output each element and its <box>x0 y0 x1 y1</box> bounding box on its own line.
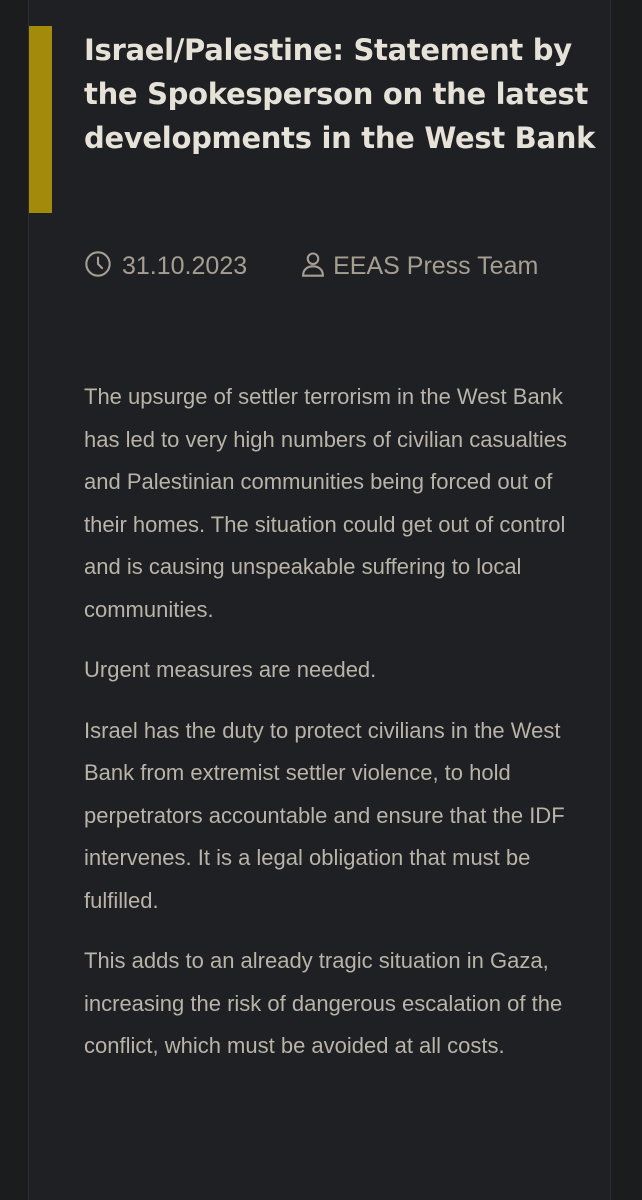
article-author[interactable]: EEAS Press Team <box>333 252 539 280</box>
article-paragraph: This adds to an already tragic situation in Gaza, increasing the risk of dangerous escalation of the conflict, which must be avoided at all costs. <box>84 948 563 1058</box>
date-group <box>84 252 247 280</box>
user-icon <box>299 250 327 278</box>
article-paragraph: The upsurge of settler terrorism in the West Bank has led to very high numbers of civilian casualties and Palestinian communities being forced out of their homes. The situation could get out of control and is causing unspeakable suffering to local communities. <box>84 384 568 622</box>
article-body <box>84 376 574 1086</box>
article-paragraph: Urgent measures are needed. <box>84 657 377 682</box>
article-title: Israel/Palestine: Statement by the Spokesperson on the latest developments in the West Bank <box>84 33 596 155</box>
title-accent-bar <box>29 26 52 213</box>
clock-icon <box>84 250 112 278</box>
article-meta <box>84 246 554 286</box>
article-paragraph: Israel has the duty to protect civilians in the West Bank from extremist settler violence, to hold perpetrators accountable and ensure that the IDF intervenes. It is a legal obligation that must be fulfilled. <box>84 717 565 913</box>
author-group <box>299 252 538 280</box>
article-date: 31.10.2023 <box>122 252 248 280</box>
